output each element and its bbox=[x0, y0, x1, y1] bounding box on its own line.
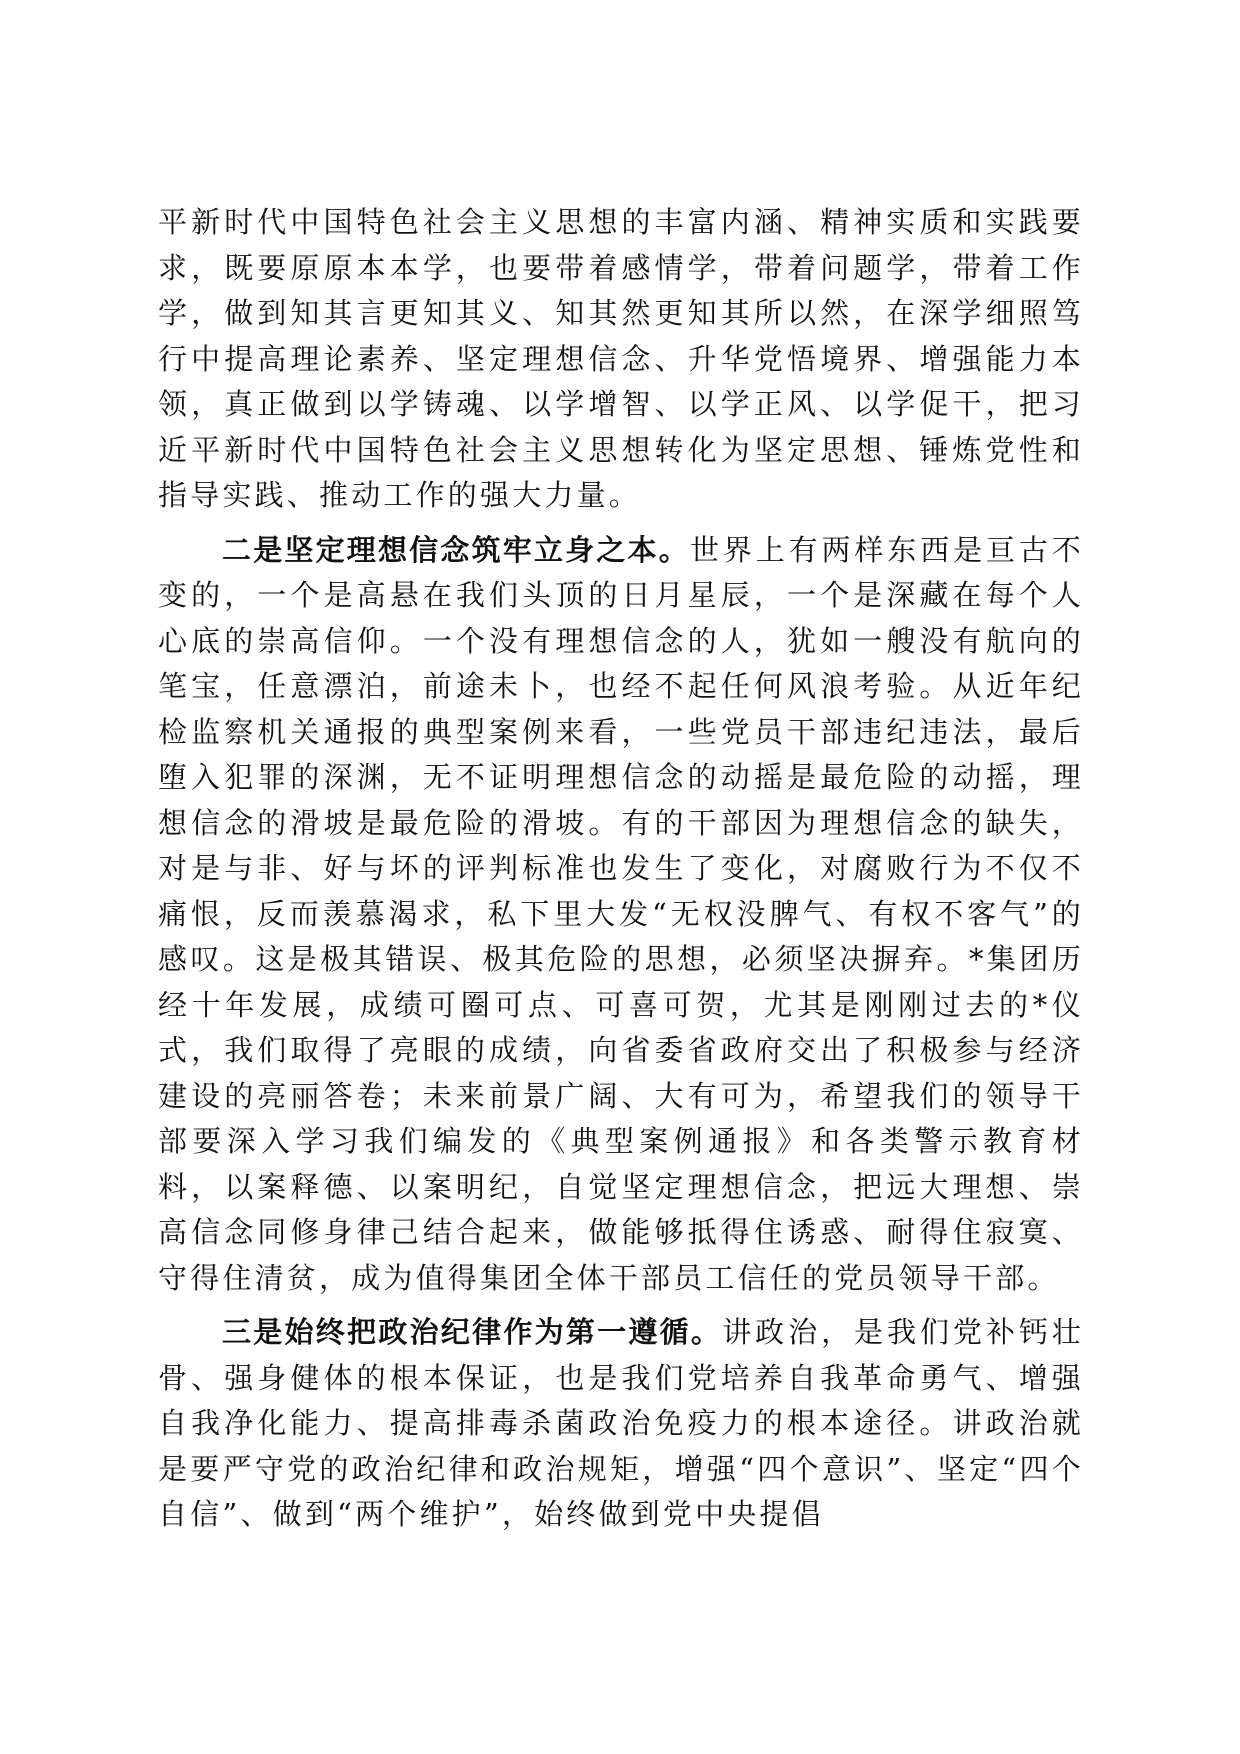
paragraph-1 bbox=[158, 200, 1084, 519]
paragraph-2 bbox=[158, 528, 1084, 1302]
paragraph-1-text: 平新时代中国特色社会主义思想的丰富内涵、精神实质和实践要求，既要原原本本学，也要带着感情学，带着问题学，带着工作学，做到知其言更知其义、知其然更知其所以然，在深学细照笃行中提高理论素养、坚定理想信念、升华党悟境界、增强能力本领，真正做到以学铸魂、以学增智、以学正风、以学促干，把习近平新时代中国特色社会主义思想转化为坚定思想、锤炼党性和指导实践、推动工作的强大力量。 bbox=[158, 205, 1084, 512]
paragraph-3-text: 讲政治，是我们党补钙壮骨、强身健体的根本保证，也是我们党培养自我革命勇气、增强自我净化能力、提高排毒杀菌政治免疫力的根本途径。讲政治就是要严守党的政治纪律和政治规矩，增强“四个意识”、坚定“四个自信”、做到“两个维护”，始终做到党中央提倡 bbox=[158, 1315, 1084, 1531]
paragraph-3 bbox=[158, 1310, 1084, 1538]
paragraph-2-heading: 二是坚定理想信念筑牢立身之本。 bbox=[222, 532, 690, 567]
document-body bbox=[158, 200, 1084, 1538]
paragraph-2-text: 世界上有两样东西是亘古不变的，一个是高悬在我们头顶的日月星辰，一个是深藏在每个人心底的崇高信仰。一个没有理想信念的人，犹如一艘没有航向的笔宝，任意漂泊，前途未卜，也经不起任何风浪考验。从近年纪检监察机关通报的典型案例来看，一些党员干部违纪违法，最后堕入犯罪的深渊，无不证明理想信念的动摇是最危险的动摇，理想信念的滑坡是最危险的滑坡。有的干部因为理想信念的缺失，对是与非、好与坏的评判标准也发生了变化，对腐败行为不仅不痛恨，反而羡慕渴求，私下里大发“无权没脾气、有权不客气”的感叹。这是极其错误、极其危险的思想，必须坚决摒弃。*集团历经十年发展，成绩可圈可点、可喜可贺，尤其是刚刚过去的*仪式，我们取得了亮眼的成绩，向省委省政府交出了积极参与经济建设的亮丽答卷；未来前景广阔、大有可为，希望我们的领导干部要深入学习我们编发的《典型案例通报》和各类警示教育材料，以案释德、以案明纪，自觉坚定理想信念，把远大理想、崇高信念同修身律己结合起来，做能够抵得住诱惑、耐得住寂寞、守得住清贫，成为值得集团全体干部员工信任的党员领导干部。 bbox=[158, 532, 1084, 1295]
paragraph-3-heading: 三是始终把政治纪律作为第一遵循。 bbox=[222, 1315, 723, 1349]
